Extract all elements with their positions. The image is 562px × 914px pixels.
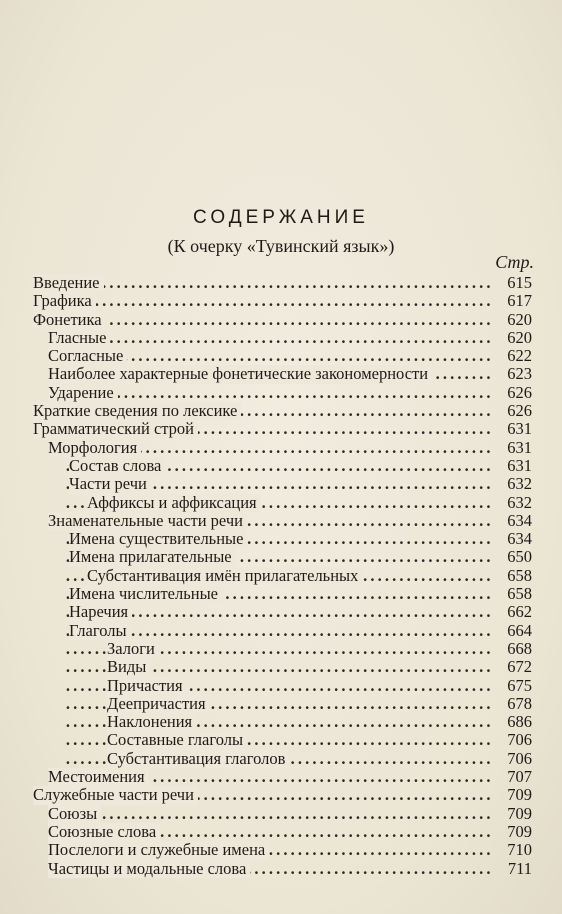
toc-entry-title: Субстантивация глаголов xyxy=(107,750,289,768)
toc-entry-page: 634 xyxy=(507,529,532,549)
toc-entry xyxy=(33,677,532,695)
toc-entry-title: Деепричастия xyxy=(107,695,210,713)
toc-entry-title: Служебные части речи xyxy=(33,786,198,804)
toc-entry xyxy=(33,622,532,640)
toc-entry xyxy=(33,786,532,804)
toc-entry-title: Знаменательные части речи xyxy=(48,512,247,530)
toc-entry xyxy=(33,548,532,566)
toc-entry xyxy=(33,274,532,292)
toc-entry-title: Союзы xyxy=(48,805,101,823)
toc-entry xyxy=(33,603,532,621)
toc-entry-title: Ударение xyxy=(48,384,118,402)
toc-entry-page: 617 xyxy=(507,291,532,311)
toc-entry xyxy=(33,329,532,347)
toc-entry xyxy=(33,347,532,365)
toc-entry-page: 678 xyxy=(507,693,532,713)
dot-leader xyxy=(33,677,490,695)
toc-entry xyxy=(33,860,532,878)
toc-entry xyxy=(33,384,532,402)
toc-entry-page: 650 xyxy=(507,547,532,567)
toc-entry-title: Виды xyxy=(107,658,150,676)
toc-entry-page: 672 xyxy=(507,657,532,677)
toc-entry-page: 632 xyxy=(507,474,532,494)
toc-entry xyxy=(33,420,532,438)
toc-entry xyxy=(33,512,532,530)
toc-entry-page: 675 xyxy=(507,675,532,695)
toc-entry-page: 658 xyxy=(507,565,532,585)
toc-entry-page: 615 xyxy=(507,273,532,292)
toc-entry-page: 622 xyxy=(507,346,532,366)
toc-entry-title: Составные глаголы xyxy=(107,731,247,749)
toc-entry-title: Наклонения xyxy=(107,713,196,731)
toc-entry-title: Местоимения xyxy=(48,768,149,786)
toc-entry-page: 706 xyxy=(507,748,532,768)
toc-entry-title: Части речи xyxy=(69,475,151,493)
toc-entry xyxy=(33,457,532,475)
toc-entry xyxy=(33,695,532,713)
toc-entry-page: 634 xyxy=(507,510,532,530)
dot-leader xyxy=(33,731,490,749)
toc-entry xyxy=(33,713,532,731)
table-of-contents xyxy=(33,274,532,878)
page-title: СОДЕРЖАНИЕ xyxy=(193,207,369,228)
toc-entry xyxy=(33,494,532,512)
toc-entry xyxy=(33,841,532,859)
dot-leader xyxy=(33,640,490,658)
toc-entry-page: 662 xyxy=(507,602,532,622)
toc-entry-page: 631 xyxy=(507,437,532,457)
toc-entry-title: Согласные xyxy=(48,347,127,365)
toc-entry xyxy=(33,658,532,676)
toc-entry xyxy=(33,823,532,841)
dot-leader xyxy=(33,695,490,713)
toc-entry-title: Имена существительные xyxy=(69,530,247,548)
toc-entry-page: 626 xyxy=(507,401,532,421)
toc-entry-page: 686 xyxy=(507,712,532,732)
dot-leader xyxy=(33,805,490,823)
toc-entry-page: 706 xyxy=(507,730,532,750)
toc-entry-page: 709 xyxy=(507,821,532,841)
toc-entry-page: 620 xyxy=(507,309,532,329)
toc-entry xyxy=(33,402,532,420)
toc-entry-title: Глаголы xyxy=(69,622,131,640)
toc-entry-title: Субстантивация имён прилагательных xyxy=(87,567,362,585)
toc-entry-page: 623 xyxy=(507,364,532,384)
toc-entry-title: Состав слова xyxy=(69,457,165,475)
toc-entry-page: 631 xyxy=(507,419,532,439)
toc-entry-title: Послелоги и служебные имена xyxy=(48,841,269,859)
toc-entry-page: 707 xyxy=(507,767,532,787)
toc-entry-page: 620 xyxy=(507,327,532,347)
toc-entry-title: Гласные xyxy=(48,329,110,347)
toc-entry xyxy=(33,585,532,603)
toc-entry-title: Наиболее характерные фонетические закономерности xyxy=(48,365,432,383)
toc-entry xyxy=(33,365,532,383)
toc-entry-page: 709 xyxy=(507,785,532,805)
toc-entry-title: Наречия xyxy=(69,603,132,621)
toc-entry xyxy=(33,805,532,823)
toc-entry-page: 711 xyxy=(507,858,532,878)
toc-entry xyxy=(33,567,532,585)
toc-entry-title: Частицы и модальные слова xyxy=(48,860,250,878)
toc-entry xyxy=(33,292,532,310)
toc-entry xyxy=(33,439,532,457)
toc-entry-title: Имена прилагательные xyxy=(69,548,236,566)
toc-entry-title: Союзные слова xyxy=(48,823,160,841)
toc-entry xyxy=(33,768,532,786)
toc-entry xyxy=(33,750,532,768)
page-column-heading: Стр. xyxy=(495,252,534,272)
dot-leader xyxy=(33,292,490,310)
toc-entry-title: Введение xyxy=(33,274,104,292)
toc-entry-page: 709 xyxy=(507,803,532,823)
toc-entry-title: Имена числительные xyxy=(69,585,222,603)
toc-entry xyxy=(33,311,532,329)
toc-entry-page: 710 xyxy=(507,840,532,860)
toc-entry-title: Морфология xyxy=(48,439,141,457)
toc-entry-page: 668 xyxy=(507,638,532,658)
toc-entry-title: Аффиксы и аффиксация xyxy=(87,494,261,512)
dot-leader xyxy=(33,713,490,731)
toc-entry-title: Залоги xyxy=(107,640,159,658)
toc-entry-title: Фонетика xyxy=(33,311,106,329)
toc-entry-page: 658 xyxy=(507,584,532,604)
toc-entry-title: Краткие сведения по лексике xyxy=(33,402,241,420)
toc-entry-page: 664 xyxy=(507,620,532,640)
toc-entry-title: Графика xyxy=(33,292,96,310)
toc-entry-title: Причастия xyxy=(107,677,187,695)
toc-entry-page: 631 xyxy=(507,455,532,475)
toc-entry xyxy=(33,475,532,493)
toc-entry xyxy=(33,530,532,548)
toc-entry xyxy=(33,731,532,749)
toc-entry-page: 632 xyxy=(507,492,532,512)
toc-header xyxy=(0,206,562,258)
toc-entry-title: Грамматический строй xyxy=(33,420,198,438)
toc-entry-page: 626 xyxy=(507,382,532,402)
toc-entry xyxy=(33,640,532,658)
page-subtitle: (К очерку «Тувинский язык») xyxy=(167,236,395,256)
dot-leader xyxy=(33,658,490,676)
